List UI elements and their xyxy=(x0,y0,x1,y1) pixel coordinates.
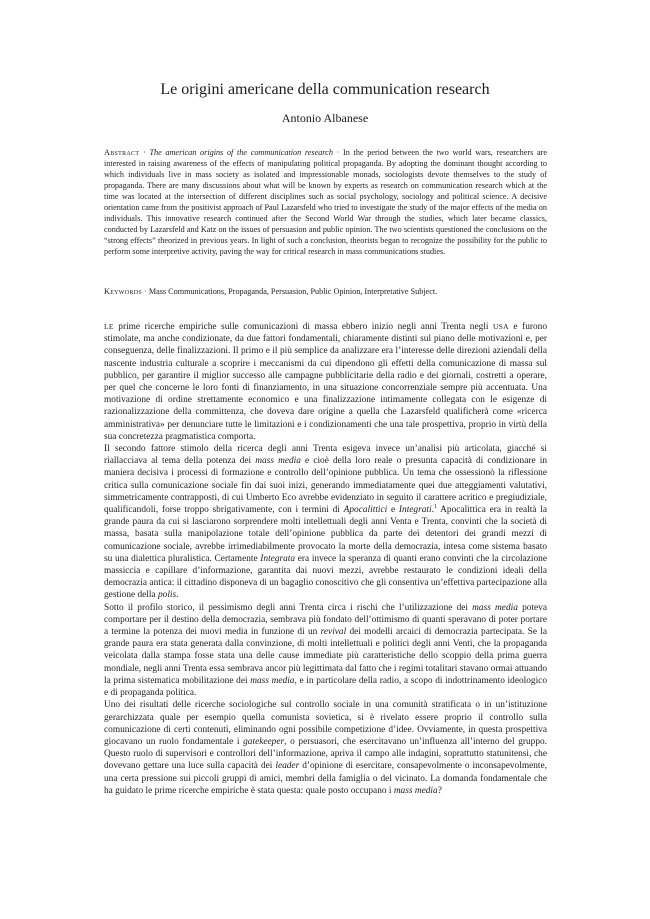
text-run: e cioè della loro reale o presunta capacità di condizionare in maniera decisiva i processi di formazione e controllo dell’opinione pubblica. Un tema che ossessionò la riflessione critica sulla comunicazione sociale fin dai suoi inizi, generando immediatamente quei due atteggiamenti valutativi, simmetricamente contrapposti, di cui Umberto Eco avrebbe evidenziato in seguito il carattere acritico e pregiudiziale, qualificandoli, forse troppo sbrigativamente, con i termini di xyxy=(104,456,547,516)
keywords-separator: · xyxy=(141,287,149,296)
italic-term: Apocalittici xyxy=(343,505,388,516)
keywords xyxy=(104,286,547,297)
abstract-label: Abstract xyxy=(104,148,140,157)
keywords-text: Mass Communications, Propaganda, Persuasion, Public Opinion, Interpretative Subject. xyxy=(148,287,438,296)
text-run: Sotto il profilo storico, il pessimismo degli anni Trenta circa i rischi che l’utilizzazione dei xyxy=(104,602,473,613)
text-run: , e in particolare della radio, a scopo di indottrinamento ideologico e di propaganda politica. xyxy=(104,675,547,699)
keywords-label: Keywords xyxy=(104,287,142,296)
text-run: e xyxy=(387,505,399,516)
abstract-separator-2: · xyxy=(332,148,344,157)
text-run: d’opinione di esercitare, consapevolmente o inconsapevolmente, una certa pressione sui piccoli gruppi di amici, membri della famiglia o del vicinato. La domanda fondamentale che ha guidato le prime ricerche empiriche è stata questa: quale posto occupano i xyxy=(104,761,547,796)
paragraph-2 xyxy=(104,443,547,602)
text-run: ? xyxy=(437,785,442,796)
italic-term: mass media xyxy=(393,785,438,796)
italic-term: polis xyxy=(157,590,177,601)
paper-title: Le origini americane della communication research xyxy=(160,81,490,98)
text-run: . xyxy=(176,590,179,601)
text-run: dei modelli arcaici di democrazia partecipata. Se la grande paura era stata generata dalla convinzione, di molti intellettuali e politici degli anni Venti, che la propaganda veicolata dalla stampa fosse stata una delle cause immediate più caratteristiche dello scoppio della prima guerra mondiale, negli anni Trenta essa sembrava ancor più legittimata dal fatto che i regimi totalitari stavano ormai attuando la prima sistematica mobilitazione dei xyxy=(104,627,547,686)
text-run: prime ricerche empiriche sulle comunicazioni di massa ebbero inizio negli anni Trenta negli xyxy=(113,322,493,332)
abstract-text: In the period between the two world wars, researchers are interested in raising awareness of the effects of manipulating political propaganda. By adopting the dominant thought according to which individuals live in mass society as isolated and impressionable monads, sociologists devote themselves to the study of propaganda. There are many discussions about what will be known by experts as research on communication research which at the time was located at the intersection of different disciplines such as social psychology, sociology and political science. A decisive orientation came from the positivist approach of Paul Lazarsfeld who tried to investigate the study of the major effects of the media on individuals. This innovative research continued after the Second World War through the studies, which later became classics, conducted by Lazarsfeld and Katz on the issues of persuasion and public opinion. The two scientists questioned the conclusions on the “strong effects” theorized in previous years. In light of such a conclusion, theorists began to recognize the possibility for the public to perform some interpretive activity, paving the way for critical research in mass communications studies. xyxy=(104,148,548,256)
italic-term: mass media xyxy=(255,456,301,467)
text-run: era invece la speranza di quanti erano convinti che la circolazione massiccia e capillare d’informazione, garantita dai nuovi mezzi, avrebbe restaurato le condizioni ideali della democrazia antica: il cittadino disponeva di un bagaglio conoscitivo che gli consentiva un’effettiva partecipazione alla gestione della xyxy=(104,553,547,601)
italic-term: mass media xyxy=(472,602,518,613)
italic-term: leader xyxy=(275,761,300,772)
abstract-title: The american origins of the communication research xyxy=(149,148,333,157)
body-text xyxy=(104,321,547,797)
paragraph-4 xyxy=(104,699,547,797)
paragraph-3 xyxy=(104,602,547,700)
paragraph-1 xyxy=(104,321,547,443)
text-run: . xyxy=(431,505,434,516)
italic-term: gatekeeper xyxy=(243,736,285,747)
paper-author: Antonio Albanese xyxy=(281,111,369,125)
italic-term: revival xyxy=(320,627,347,638)
paragraph-lead-word: LE xyxy=(104,322,114,331)
text-run: , o persuasori, che esercitavano un’influenza all’interno del gruppo. Questo ruolo di supervisori e controllori dell’informazione, apriva il campo alle indagini, soprattutto statunitensi, che dovevano gettare una luce sulla capacità dei xyxy=(104,736,547,772)
usa-abbreviation: USA xyxy=(493,322,509,331)
text-run: Il secondo fattore stimolo della ricerca degli anni Trenta esigeva invece un’analisi più articolata, giacché si riallacciava al tema della potenza dei xyxy=(104,444,547,467)
text-run: Uno dei risultati delle ricerche sociologiche sul controllo sociale in una comunità stratificata o in un’istituzione gerarchizzata quale per esempio quella comunista sovietica, si è rivelato essere proprio il controllo sulla comunicazione di certi contenuti, eliminando ogni possibile competizione d’idee. Ovviamente, in questa prospettiva giocavano un ruolo fondamentale i xyxy=(104,700,547,747)
footnote-marker[interactable]: 1 xyxy=(433,503,437,510)
italic-term: Integrata xyxy=(260,553,296,564)
abstract-separator: · xyxy=(139,148,150,157)
text-run: poteva comportare per il destino della democrazia, sembrava più fondato dell’ottimismo di quanti speravano di poter portare a termine la potenza dei nuovi media in funzione di un xyxy=(104,602,547,638)
text-run: e furono stimolate, ma anche condizionate, da due fattori fondamentali, chiaramente distinti sul piano delle motivazioni e, per conseguenza, delle finalizzazioni. Il primo e il più semplice da analizzare era l’interesse delle direzioni aziendali della nascente industria culturale a scoprire i meccanismi da cui dipendono gli effetti della comunicazione di massa sul pubblico, per garantire il miglior successo alle campagne pubblicitarie della radio e dei giornali, costretti a operare, per quel che concerne le loro fonti di finanziamento, in una situazione concorrenziale sempre più accentuata. Una motivazione di ordine strettamente economico e una finalizzazione intimamente collegata con le esigenze di razionalizzazione della committenza, che doveva dare origine a quella che Lazarsfeld qualificherà come «ricerca amministrativa» per denunciare tutte le limitazioni e i condizionamenti che una tale prospettiva, proprio in virtù della sua concretezza pragmatistica comporta. xyxy=(104,322,547,442)
abstract xyxy=(104,147,547,257)
text-run: Apocalittica era in realtà la grande paura da cui si lasciarono sorprendere molti intellettuali degli anni Venta e Trenta, convinti che la società di massa, basata sulla manipolazione totale dell’opinione pubblica da parte dei detentori dei grandi mezzi di comunicazione sociale, avrebbe irrimediabilmente provocato la morte della democrazia, intesa come sistema basato su una dialettica pluralistica. Certamente xyxy=(104,505,548,564)
italic-term: Integrati xyxy=(398,505,432,516)
italic-term: mass media xyxy=(250,675,295,686)
